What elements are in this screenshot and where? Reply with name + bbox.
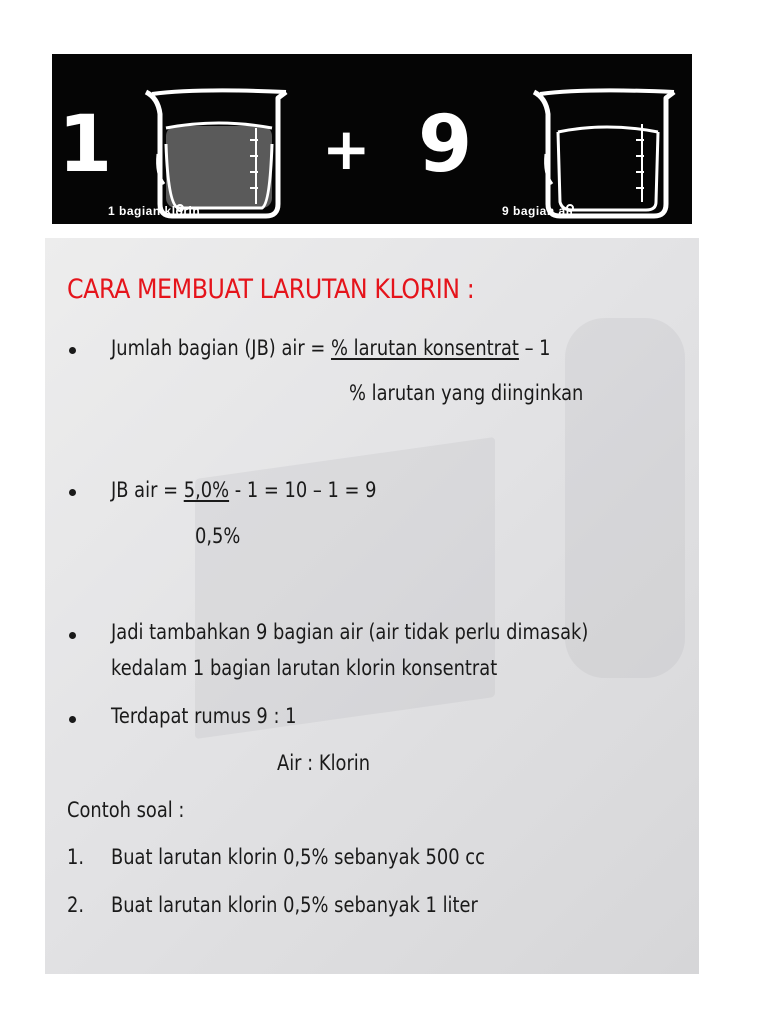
bullet — [69, 489, 76, 496]
formula-line — [111, 336, 551, 360]
bullet — [69, 347, 76, 354]
exercise-number: 1. — [67, 845, 85, 869]
instruction-slide — [45, 238, 699, 974]
example-line — [111, 478, 377, 502]
exercise-heading: Contoh soal : — [67, 798, 185, 822]
example-numerator: 5,0% — [183, 478, 230, 502]
exercise-text: Buat larutan klorin 0,5% sebanyak 500 cc — [111, 845, 485, 869]
ratio-line: Terdapat rumus 9 : 1 — [111, 704, 297, 728]
exercise-number: 2. — [67, 893, 85, 917]
left-caption: 1 bagian klorin — [108, 204, 201, 218]
formula-suffix: – 1 — [518, 336, 551, 360]
formula-denominator: % larutan yang diinginkan — [349, 381, 584, 405]
bullet — [69, 632, 76, 639]
left-number: 1 — [58, 100, 113, 190]
ratio-label: Air : Klorin — [277, 751, 371, 775]
instruction-line-2: kedalam 1 bagian larutan klorin konsentrat — [111, 656, 498, 680]
exercise-text: Buat larutan klorin 0,5% sebanyak 1 liter — [111, 893, 478, 917]
example-prefix: JB air = — [111, 478, 184, 502]
right-caption: 9 bagian air — [502, 204, 575, 218]
slide-title: CARA MEMBUAT LARUTAN KLORIN : — [67, 274, 475, 305]
water-beaker-icon — [526, 84, 686, 224]
example-denominator: 0,5% — [195, 524, 241, 548]
right-number: 9 — [418, 100, 473, 190]
example-suffix: - 1 = 10 – 1 = 9 — [229, 478, 377, 502]
instruction-line-1: Jadi tambahkan 9 bagian air (air tidak perlu dimasak) — [111, 620, 589, 644]
plus-operator: + — [322, 115, 371, 183]
bullet — [69, 716, 76, 723]
beaker-ratio-banner — [52, 54, 692, 224]
formula-prefix: Jumlah bagian (JB) air = — [111, 336, 331, 360]
formula-numerator: % larutan konsentrat — [330, 336, 519, 360]
chlorine-beaker-icon — [138, 84, 298, 224]
